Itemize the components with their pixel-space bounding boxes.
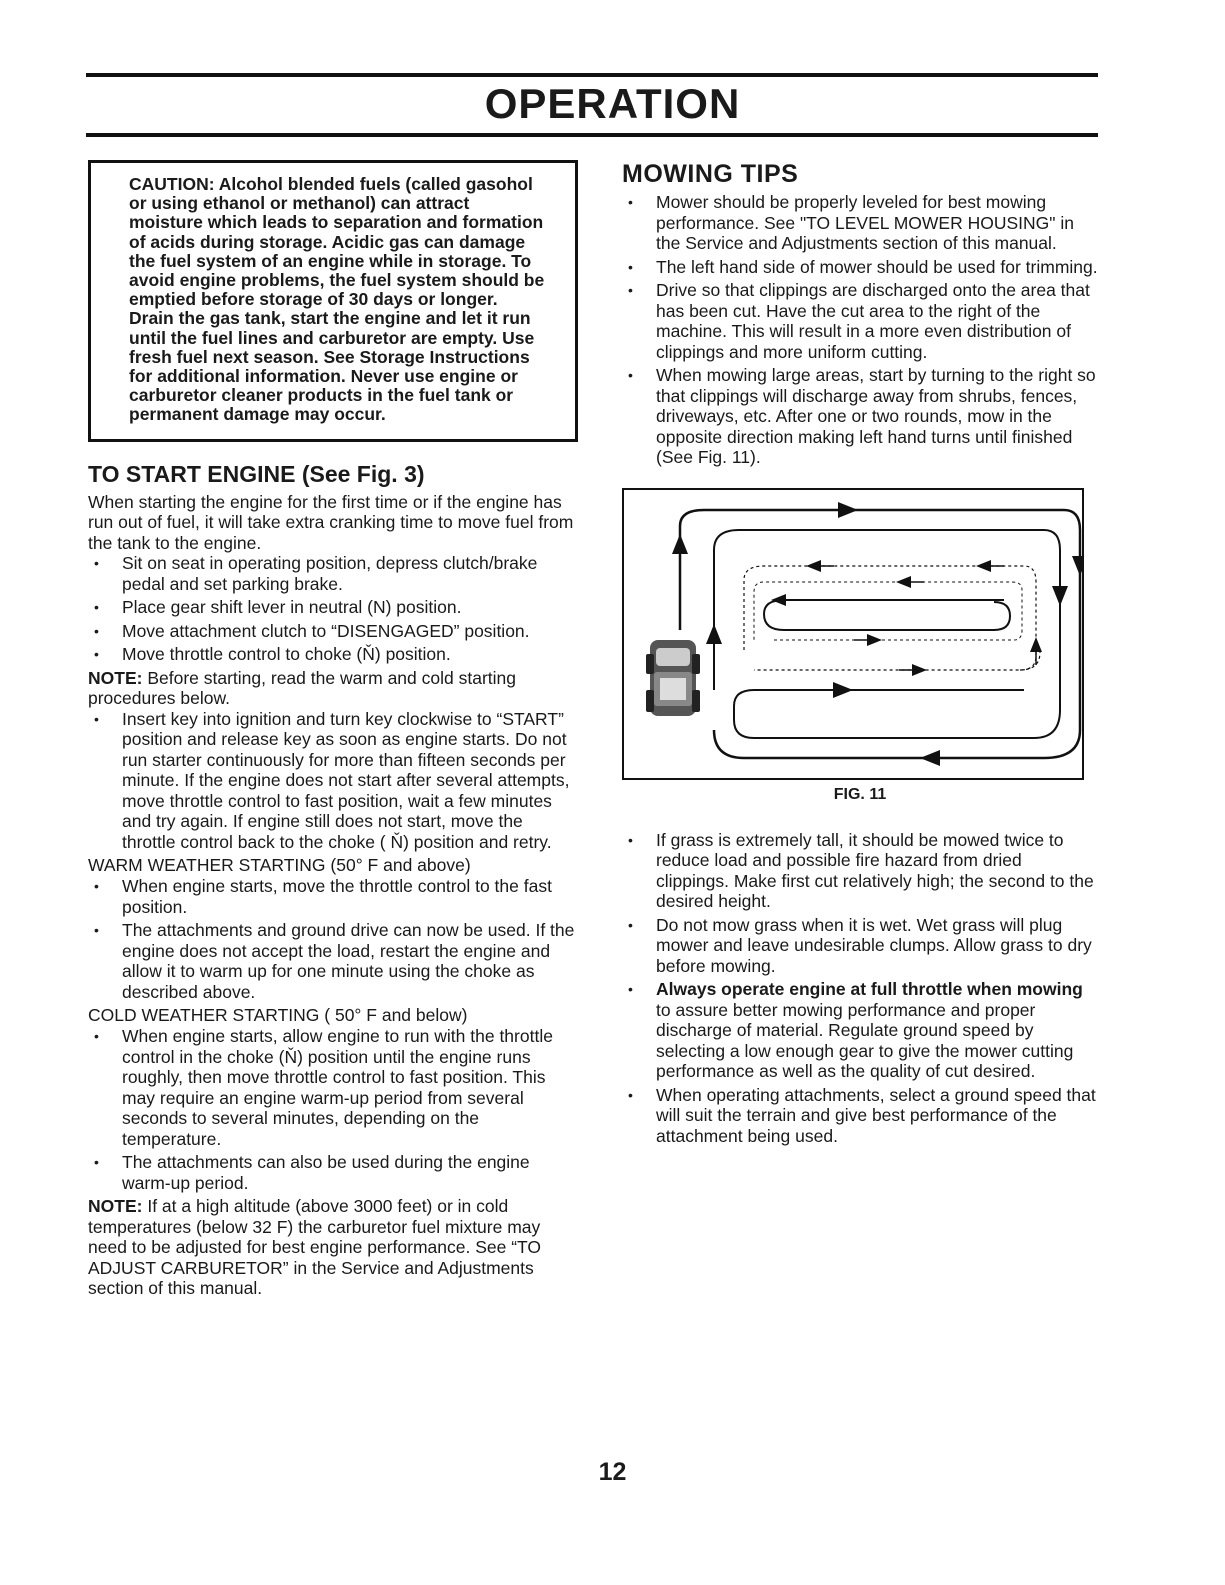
mowing-pattern-figure <box>622 488 1084 780</box>
list-item <box>622 979 1098 1082</box>
start-steps-list <box>88 553 578 665</box>
cold-weather-heading: COLD WEATHER STARTING ( 50° F and below) <box>88 1005 468 1026</box>
header-rule-bottom <box>86 133 1098 137</box>
ignition-list <box>88 709 578 853</box>
list-item: • When engine starts, allow engine to run with the throttle control in the choke (Ň) position until the engine runs roughly, then move throttle control to fast position. This may require an engine warm-up period from several seconds to several minutes, depending on the temperature. <box>88 1026 578 1149</box>
list-item: • The attachments can also be used during the engine warm-up period. <box>88 1152 578 1193</box>
mowing-path-dotted-2 <box>1020 652 1040 670</box>
list-item: • If grass is extremely tall, it should be mowed twice to reduce load and possible fire hazard from dried clippings. Make first cut relatively high; the second to the desired height. <box>622 830 1098 912</box>
note-text: Before starting, read the warm and cold starting procedures below. <box>88 667 516 709</box>
caution-text: CAUTION: Alcohol blended fuels (called gasohol or using ethanol or methanol) can attract moisture which leads to separation and formation of acids during storage. Acidic gas can damage the fuel system of an engine while in storage. To avoid engine problems, the fuel system should be emptied before storage of 30 days or longer. Drain the gas tank, start the engine and let it run until the fuel lines and carburetor are empty. Use fresh fuel next season. See Storage Instructions for additional information. Never use engine or carburetor cleaner products in the fuel tank or permanent damage may occur. <box>129 174 545 425</box>
right-column <box>622 160 1098 1149</box>
list-item: • Mower should be properly leveled for best mowing performance. See "TO LEVEL MOWER HOUSING" in the Service and Adjustments section of this manual. <box>622 192 1098 254</box>
list-item: • Move throttle control to choke (Ň) position. <box>88 644 578 665</box>
mowing-tips-list-b <box>622 830 1098 1147</box>
mowing-path-inner <box>764 600 1010 630</box>
list-item: • When engine starts, move the throttle control to the fast position. <box>88 876 578 917</box>
tractor-icon <box>646 640 700 716</box>
left-column <box>88 160 578 1299</box>
list-item: • When operating attachments, select a ground speed that will suit the terrain and give best performance of the attachment being used. <box>622 1085 1098 1147</box>
start-engine-heading: TO START ENGINE (See Fig. 3) <box>88 460 425 487</box>
note2-paragraph <box>88 1196 578 1299</box>
throttle-tip-text: to assure better mowing performance and proper discharge of material. Regulate ground speed by selecting a low enough gear to give the mower cutting performance as well as the quality of cut desired. <box>656 999 1074 1081</box>
note-paragraph <box>88 668 578 709</box>
list-item: • The left hand side of mower should be used for trimming. <box>622 257 1098 278</box>
warm-weather-heading: WARM WEATHER STARTING (50° F and above) <box>88 855 471 876</box>
note-label: NOTE: <box>88 667 143 688</box>
warm-steps-list <box>88 876 578 1002</box>
list-item: • When mowing large areas, start by turning to the right so that clippings will discharge away from shrubs, fences, driveways, etc. After one or two rounds, mow in the opposite direction making left hand turns until finished (See Fig. 11). <box>622 365 1098 468</box>
page-number: 12 <box>598 1458 627 1486</box>
mowing-path-outer <box>680 510 1080 758</box>
mowing-pattern-diagram <box>624 490 1082 778</box>
mowing-path-inner-dotted <box>754 582 1022 640</box>
note2-label: NOTE: <box>88 1196 143 1217</box>
page-title: OPERATION <box>484 80 741 127</box>
header-rule-top <box>86 73 1098 77</box>
list-item: • Insert key into ignition and turn key clockwise to “START” position and release key as soon as engine starts. Do not run starter continuously for more than fifteen seconds per minute. If the engine does not start after several attempts, move throttle control to fast position, wait a few minutes and try again. If engine still does not start, move the throttle control back to the choke ( Ň) position and retry. <box>88 709 578 853</box>
throttle-tip-bold: Always operate engine at full throttle when mowing <box>656 979 1083 999</box>
list-item: • Move attachment clutch to “DISENGAGED” position. <box>88 621 578 642</box>
list-item: • Sit on seat in operating position, depress clutch/brake pedal and set parking brake. <box>88 553 578 594</box>
list-item: • The attachments and ground drive can now be used. If the engine does not accept the load, restart the engine and allow it to warm up for one minute using the choke as described above. <box>88 920 578 1002</box>
mowing-path-second <box>714 530 1060 738</box>
start-engine-intro: When starting the engine for the first time or if the engine has run out of fuel, it will take extra cranking time to move fuel from the tank to the engine. <box>88 491 574 553</box>
cold-steps-list <box>88 1026 578 1193</box>
note2-text: If at a high altitude (above 3000 feet) or in cold temperatures (below 32 F) the carburetor fuel mixture may need to be adjusted for best engine performance. See “TO ADJUST CARBURETOR” in the Service and Adjustments section of this manual. <box>88 1196 542 1299</box>
mowing-tips-heading: MOWING TIPS <box>622 160 799 188</box>
figure-caption: FIG. 11 <box>833 785 887 803</box>
list-item: • Drive so that clippings are discharged onto the area that has been cut. Have the cut area to the right of the machine. This will result in a more even distribution of clippings and more uniform cutting. <box>622 280 1098 362</box>
mowing-path-dotted-1 <box>744 566 1036 670</box>
list-item: • Place gear shift lever in neutral (N) position. <box>88 597 578 618</box>
list-item: • Do not mow grass when it is wet. Wet grass will plug mower and leave undesirable clumps. Allow grass to dry before mowing. <box>622 915 1098 977</box>
mowing-tips-list-a <box>622 192 1098 468</box>
caution-box <box>88 160 578 442</box>
